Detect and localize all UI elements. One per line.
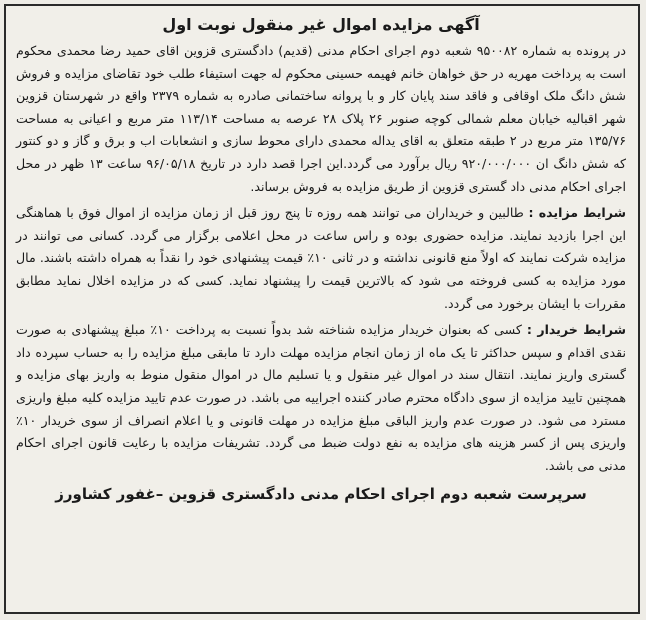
signature-line: سرپرست شعبه دوم اجرای احکام مدنی دادگستری قزوین –غفور کشاورز (55, 485, 587, 504)
buyer-terms-paragraph (16, 319, 626, 477)
buyer-terms-heading: شرایط خریدار : (526, 322, 626, 338)
notice-title: آگهی مزایده اموال غیر منقول نوبت اول (162, 15, 480, 34)
buyer-terms-text: کسی که بعنوان خریدار مزایده شناخته شد بدواً نسبت به پرداخت ۱۰٪ مبلغ پیشنهادی به صورت نقدی اقدام و سپس حداکثر تا یک ماه از زمان انجام مزایده مهلت دارد تا مابقی مبلغ مزایده را به حساب سپرده داد گستری واریز نمایند. انتقال سند در اموال غیر منقول و یا تسلیم مال در اموال منقول منوط به واریز بهای مزایده و همچنین تایید مزایده از سوی دادگاه محترم صادر کننده اجراییه می باشد. در صورت عدم تایید مزایده کلیه مبلغ واریزی مسترد می شود. در صورت عدم واریز الباقی مبلغ مزایده در مهلت قانونی و یا اعلام انصراف از سوی خریدار ۱۰٪ واریزی پس از کسر هزینه های مزایده به نفع دولت ضبط می گردد. تشریفات مزایده با رعایت قانون اجرای احکام مدنی می باشد. (16, 322, 626, 473)
auction-terms-paragraph (16, 202, 626, 315)
auction-terms-text: طالبین و خریداران می توانند همه روزه تا پنج روز قبل از زمان مزایده از اموال فوق با هماهنگی این اجرا بازدید نمایند. مزایده حضوری بوده و راس ساعت در محل اعلامی برگزار می گردد. کسانی می توانند در مزایده شرکت نمایند که اولاً منع قانونی نداشته و در ثانی ۱۰٪ قیمت پیشنهادی خود را نقداً به همراه داشته باشند. مال مورد مزایده به کسی فروخته می شود که بالاترین قیمت را پیشنهاد نماید. کسی که در مزایده اخلال نماید مطابق مقررات با ایشان برخورد می گردد. (16, 205, 627, 311)
auction-notice (4, 4, 640, 614)
notice-body-paragraph: در پرونده به شماره ۹۵۰۰۸۲ شعبه دوم اجرای احکام مدنی (قدیم) دادگستری قزوین اقای حمید رضا محمدی محکوم است به پرداخت مهریه در حق خواهان خانم فهیمه حسینی محکوم له جهت استیفاء طلب خود تقاضای مزایده و فروش شش دانگ ملک اوقافی و فاقد سند پایان کار و با پروانه ساختمانی صادره به شماره ۲۳۷۹ واقع در شهرستان قزوین شهر اقبالیه خیابان معلم شمالی کوچه صنوبر ۲۶ پلاک ۲۸ عرصه به مساحت ۱۱۳/۱۴ متر مربع و اعیانی به مساحت ۱۳۵/۷۶ متر مربع در ۲ طبقه متعلق به اقای یداله محمدی دارای محوط سازی و انشعابات اب و برق و گاز و دو کنتور که شش دانگ ان ۹۲۰/۰۰۰/۰۰۰ ریال برآورد می گردد.این اجرا قصد دارد در تاریخ ۹۶/۰۵/۱۸ ساعت ۱۳ ظهر در محل اجرای احکام مدنی داد گستری قزوین از طریق مزایده به فروش برساند. (16, 43, 627, 194)
auction-terms-heading: شرایط مزایده : (528, 205, 626, 221)
